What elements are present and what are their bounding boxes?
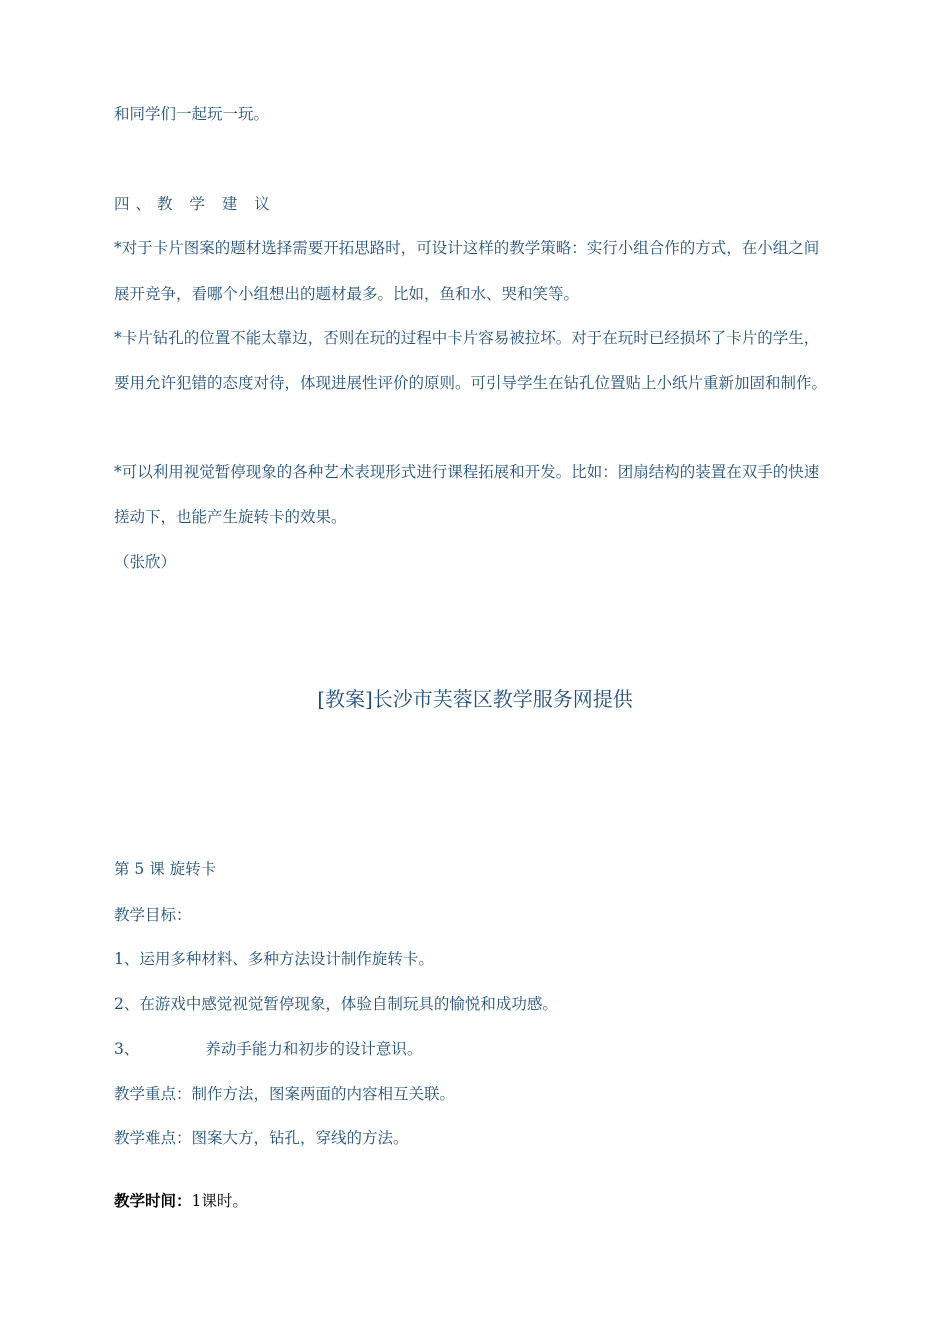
- lesson-title: 第 5 课 旋转卡: [114, 860, 217, 878]
- provider-title: [教案]长沙市芙蓉区教学服务网提供: [317, 687, 633, 711]
- key-point: 教学重点：制作方法，图案两面的内容相互关联。: [114, 1085, 456, 1103]
- goal-3: [114, 1039, 422, 1059]
- suggestion-3-line-2: 搓动下，也能产生旋转卡的效果。: [114, 508, 347, 526]
- difficulty: 教学难点：图案大方，钻孔，穿线的方法。: [114, 1129, 409, 1147]
- section-heading-suggestions: 四、教 学 建 议: [114, 195, 276, 213]
- goal-3-text: 养动手能力和初步的设计意识。: [205, 1040, 423, 1058]
- goal-3-number: 3、: [114, 1040, 140, 1058]
- suggestion-1-line-1: *对于卡片图案的题材选择需要开拓思路时，可设计这样的教学策略：实行小组合作的方式，在小组之间: [114, 239, 820, 257]
- teaching-time-label: 教学时间：: [114, 1191, 192, 1210]
- teaching-time-value: 1: [191, 1192, 202, 1210]
- suggestion-1-line-2: 展开竞争，看哪个小组想出的题材最多。比如，鱼和水、哭和笑等。: [114, 285, 580, 303]
- suggestion-3-line-1: *可以利用视觉暂停现象的各种艺术表现形式进行课程拓展和开发。比如：团扇结构的装置在双手的快速: [114, 463, 820, 481]
- author-note: （张欣）: [114, 553, 177, 571]
- suggestion-2-line-2: 要用允许犯错的态度对待，体现进展性评价的原则。可引导学生在钻孔位置贴上小纸片重新加固和制作。: [114, 374, 828, 392]
- goals-label: 教学目标：: [114, 906, 192, 924]
- goal-2: 2、在游戏中感觉视觉暂停现象，体验自制玩具的愉悦和成功感。: [114, 995, 558, 1013]
- teaching-time: [114, 1191, 248, 1211]
- teaching-time-unit: 课时。: [201, 1192, 248, 1210]
- goal-1: 1、运用多种材料、多种方法设计制作旋转卡。: [114, 950, 434, 968]
- closing-line: 和同学们一起玩一玩。: [114, 105, 270, 123]
- suggestion-2-line-1: *卡片钻孔的位置不能太靠边，否则在玩的过程中卡片容易被拉坏。对于在玩时已经损坏了卡片的学生，: [114, 329, 820, 347]
